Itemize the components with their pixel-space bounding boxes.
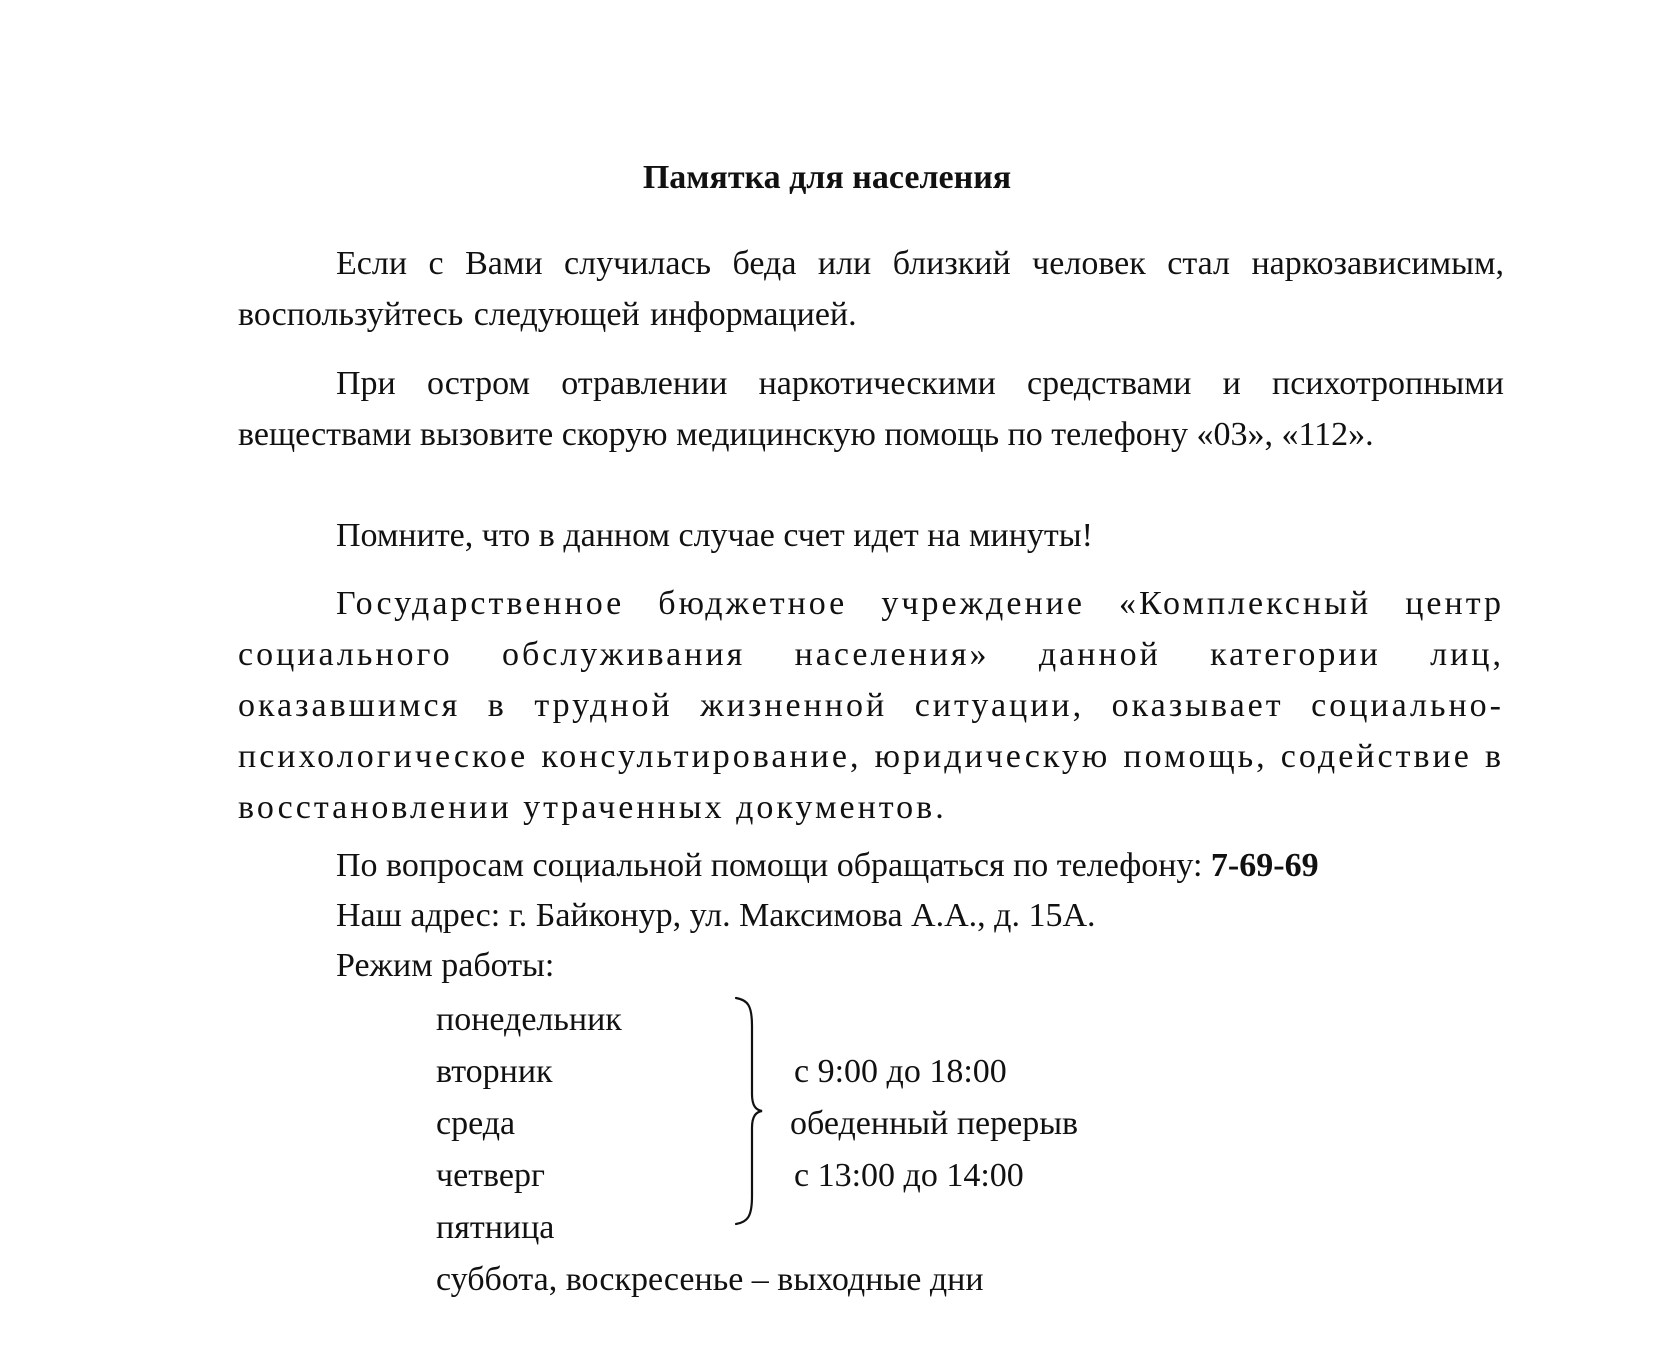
- schedule-day-thursday: четверг: [436, 1157, 545, 1194]
- schedule-day-monday: понедельник: [436, 1001, 622, 1038]
- paragraph-institution-text: Государственное бюджетное учреждение «Комплексный центр социального обслуживания населения» данной категории лиц, оказавшимся в трудной жизненной ситуации, оказывает социально-психологическое консультирование, юридическую помощь, содействие в восстановлении утраченных документов.: [238, 585, 1504, 826]
- schedule-hours: [790, 1046, 1078, 1202]
- contact-phone-number: 7-69-69: [1210, 847, 1319, 884]
- curly-brace-icon: [734, 996, 764, 1226]
- schedule-label-text: Режим работы:: [336, 947, 555, 984]
- contact-address: [238, 890, 1504, 941]
- schedule-weekend: суббота, воскресенье – выходные дни: [436, 1261, 984, 1298]
- lunch-break-label: обеденный перерыв: [790, 1105, 1079, 1142]
- schedule-day-friday: пятница: [436, 1209, 555, 1246]
- paragraph-reminder: [238, 510, 1504, 561]
- paragraph-poisoning: [238, 358, 1504, 460]
- paragraph-institution: [238, 578, 1504, 833]
- schedule-day-wednesday: среда: [436, 1105, 516, 1142]
- paragraph-intro: [238, 238, 1504, 340]
- document-title: Памятка для населения: [642, 159, 1012, 196]
- schedule-label: [238, 940, 1504, 991]
- contact-address-text: Наш адрес: г. Байконур, ул. Максимова А.А., д. 15А.: [336, 897, 1096, 934]
- lunch-break-hours: с 13:00 до 14:00: [794, 1157, 1024, 1194]
- working-hours: с 9:00 до 18:00: [794, 1053, 1007, 1090]
- contact-phone: [238, 840, 1504, 891]
- schedule-day-tuesday: вторник: [436, 1053, 553, 1090]
- contact-phone-label: По вопросам социальной помощи обращаться по телефону:: [336, 847, 1211, 884]
- paragraph-poisoning-text: При остром отравлении наркотическими средствами и психотропными веществами вызовите скорую медицинскую помощь по телефону «03», «112».: [238, 365, 1504, 453]
- paragraph-intro-text: Если с Вами случилась беда или близкий человек стал наркозависимым, воспользуйтесь следующей информацией.: [238, 245, 1504, 333]
- paragraph-reminder-text: Помните, что в данном случае счет идет на минуты!: [336, 517, 1093, 554]
